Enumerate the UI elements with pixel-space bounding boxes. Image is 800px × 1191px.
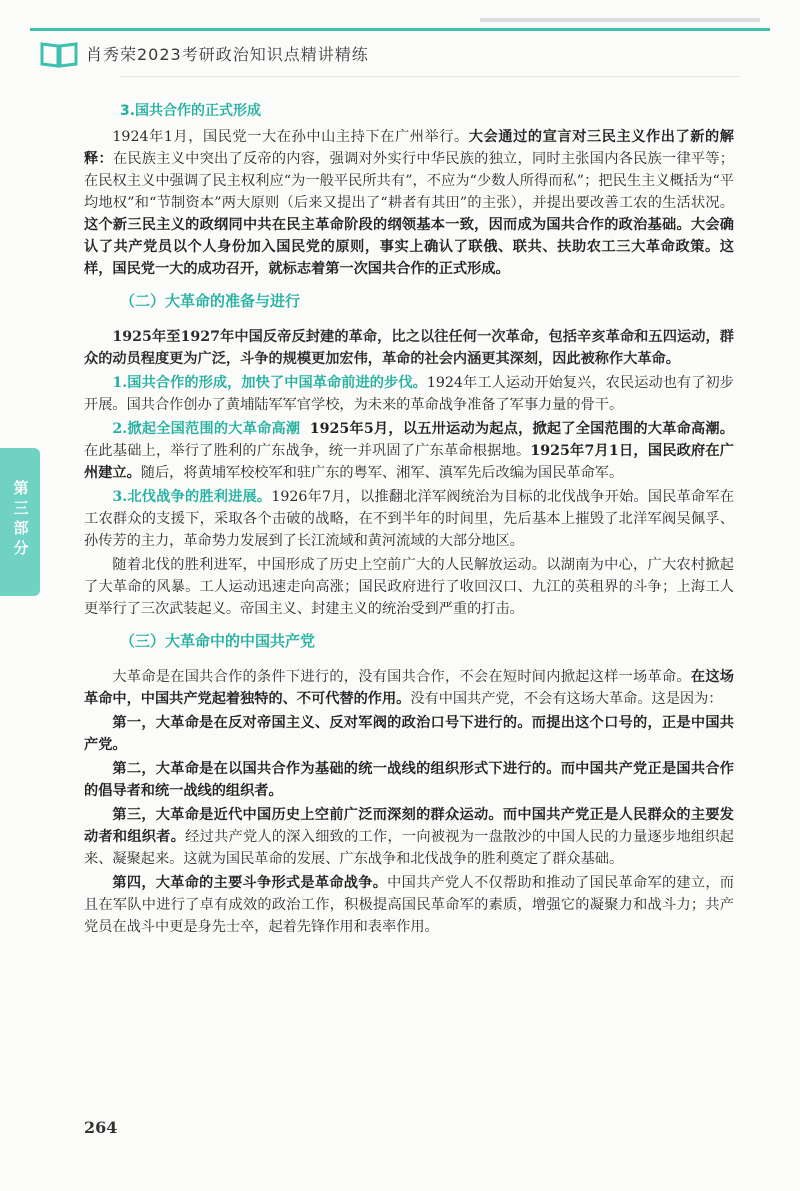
item-heading: 3.北伐战争的胜利进展。	[112, 489, 272, 505]
text-span: 1924年1月，国民党一大在孙中山主持下在广州举行。	[112, 129, 469, 145]
header-divider	[120, 76, 740, 77]
paragraph	[84, 758, 734, 802]
section-heading: 3.国共合作的正式形成	[120, 103, 262, 119]
text-span: 大革命是在国共合作的条件下进行的，没有国共合作，不会在短时间内掀起这样一场革命。	[112, 669, 691, 685]
text-span: 1926年7月，以推翻北洋军阀统治为目标的北伐战争开始。国民革命军在工农群众的支援下，采取各个击破的战略，在不到半年的时间里，先后基本上摧毁了北洋军阀吴佩孚、孙传芳的主力，革命势力发展到了长江流域和黄河流域的大部分地区。	[84, 489, 735, 549]
page-header	[0, 0, 800, 80]
item-heading: 1.国共合作的形成，加快了中国革命前进的步伐。	[112, 375, 427, 391]
paragraph	[84, 126, 734, 280]
bold-text: 第三，大革命是近代中国历史上空前广泛而深刻的群众运动。而中国共产党正是人民群众的主要发动者和组织者。	[84, 807, 734, 845]
chapter-heading: （三）大革命中的中国共产党	[120, 632, 316, 650]
book-title: 肖秀荣2023考研政治知识点精讲精练	[86, 45, 369, 64]
open-book-icon	[40, 40, 78, 68]
bold-text: 第一，大革命是在反对帝国主义、反对军阀的政治口号下进行的。而提出这个口号的，正是中国共产党。	[84, 715, 734, 753]
part-tab-label: 第三部分	[13, 479, 29, 557]
paragraph	[84, 872, 734, 938]
chapter-heading: （二）大革命的准备与进行	[120, 292, 301, 310]
paragraph: 随着北伐的胜利进军，中国形成了历史上空前广大的人民解放运动。以湖南为中心，广大农村掀起了大革命的风暴。工人运动迅速走向高涨；国民政府进行了收回汉口、九江的英租界的斗争；上海工人更举行了三次武装起义。帝国主义、封建主义的统治受到严重的打击。	[84, 557, 734, 617]
paragraph	[84, 486, 734, 552]
text-span: 在此基础上，举行了胜利的广东战争，统一并巩固了广东革命根据地。	[84, 443, 531, 459]
text-span: 随后，将黄埔军校校军和驻广东的粤军、湘军、滇军先后改编为国民革命军。	[140, 465, 624, 481]
bold-text: 大会通过的宣言对三民主义作出了新的解释：	[84, 129, 734, 167]
paragraph	[84, 712, 734, 756]
bold-text: 这个新三民主义的政纲同中共在民主革命阶段的纲领基本一致，因而成为国共合作的政治基础。大会确认了共产党员以个人身份加入国民党的原则，事实上确认了联俄、联共、扶助农工三大革命政策。这样，国民党一大的成功召开，就标志着第一次国共合作的正式形成。	[84, 217, 734, 277]
bold-text: 在这场革命中，中国共产党起着独特的、不可代替的作用。	[84, 669, 734, 707]
page-body	[84, 100, 734, 940]
page-number: 264	[84, 1118, 118, 1137]
paragraph	[84, 372, 734, 416]
item-heading: 2.掀起全国范围的大革命高潮	[112, 421, 301, 437]
header-decoration	[480, 18, 760, 22]
text-span: 在民族主义中突出了反帝的内容，强调对外实行中华民族的独立，同时主张国内各民族一律平等；在民权主义中强调了民主权利应“为一般平民所共有”，不应为“少数人所得而私”；把民生主义概括为“平均地权”和“节制资本”两大原则（后来又提出了“耕者有其田”的主张），并提出要改善工农的生活状况。	[84, 151, 734, 211]
paragraph	[84, 418, 734, 484]
bold-text: 第四，大革命的主要斗争形式是革命战争。	[112, 875, 388, 891]
text-span: 经过共产党人的深入细致的工作，一向被视为一盘散沙的中国人民的力量逐步地组织起来、凝聚起来。这就为国民革命的发展、广东战争和北伐战争的胜利奠定了群众基础。	[84, 829, 734, 867]
paragraph	[84, 666, 734, 710]
paragraph	[84, 804, 734, 870]
text-span: 没有中国共产党，不会有这场大革命。这是因为：	[410, 691, 723, 707]
lead-paragraph: 1925年至1927年中国反帝反封建的革命，比之以往任何一次革命，包括辛亥革命和五四运动，群众的动员程度更为广泛，斗争的规模更加宏伟，革命的社会内涵更其深刻，因此被称作大革命。	[84, 329, 734, 367]
bold-text: 第二，大革命是在以国共合作为基础的统一战线的组织形式下进行的。而中国共产党正是国共合作的倡导者和统一战线的组织者。	[84, 761, 734, 799]
text-span: 1924年工人运动开始复兴，农民运动也有了初步开展。国共合作创办了黄埔陆军军官学校，为未来的革命战争准备了军事力量的骨干。	[84, 375, 734, 413]
header-rule	[30, 28, 770, 31]
bold-text: 1925年5月，以五卅运动为起点，掀起了全国范围的大革命高潮。	[309, 421, 734, 437]
text-span: 中国共产党人不仅帮助和推动了国民革命军的建立，而且在军队中进行了卓有成效的政治工作，积极提高国民革命军的素质，增强它的凝聚力和战斗力；共产党员在战斗中更是身先士卒，起着先锋作用和表率作用。	[84, 875, 734, 935]
bold-text: 1925年7月1日，国民政府在广州建立。	[84, 443, 734, 481]
